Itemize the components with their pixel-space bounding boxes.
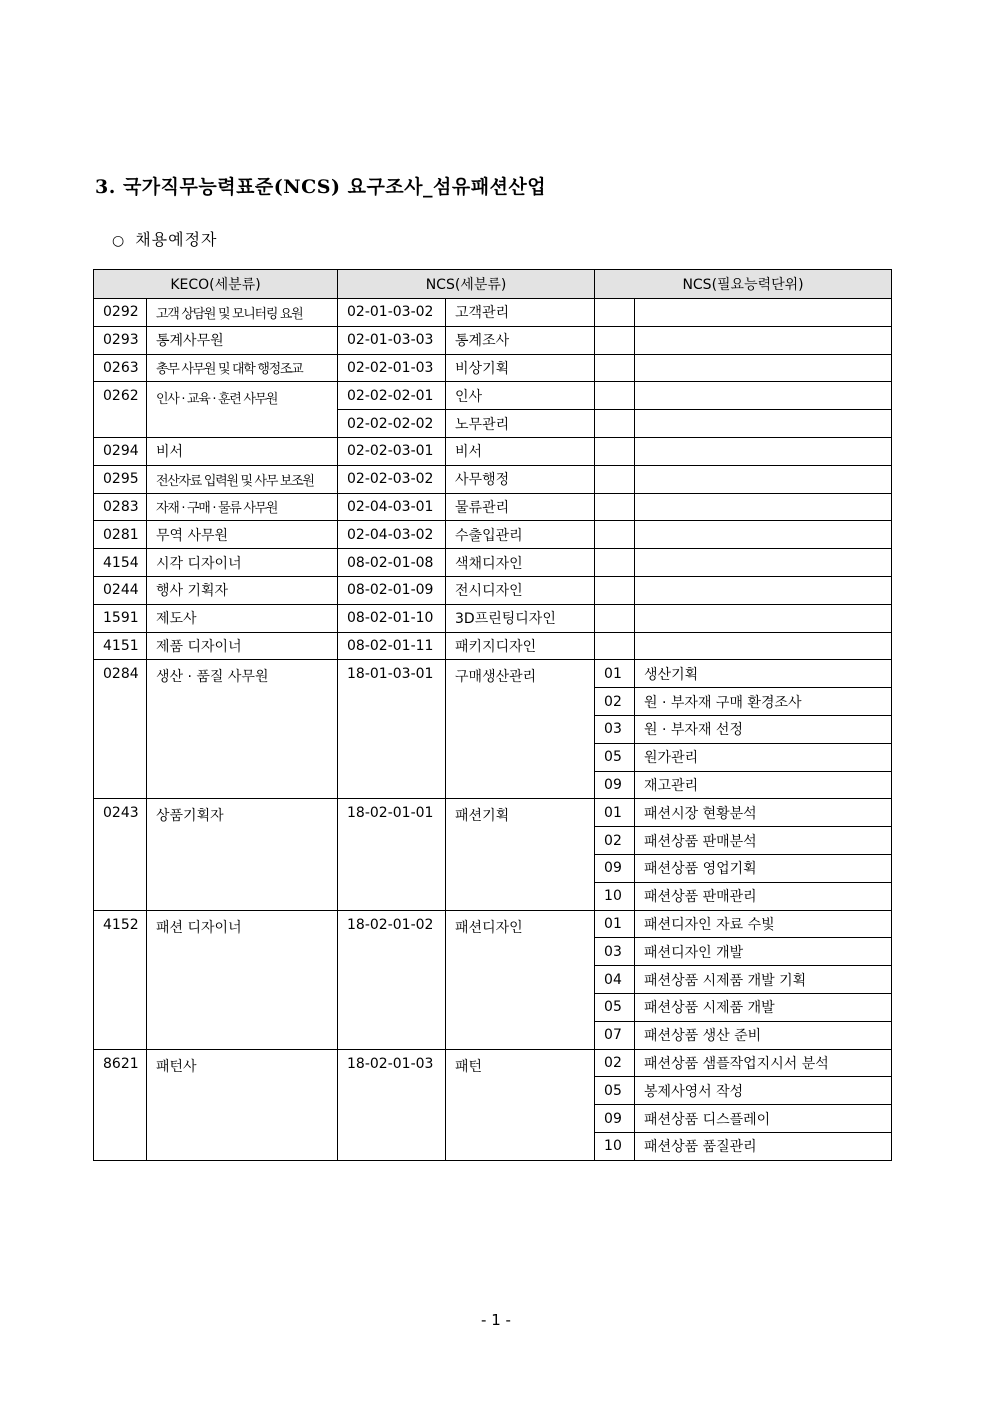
keco-code-cell: 0294 xyxy=(94,437,147,465)
unit-name-cell xyxy=(635,382,892,410)
unit-num-cell xyxy=(595,354,635,382)
keco-name-cell: 자재 · 구매 · 물류 사무원 xyxy=(147,493,338,521)
keco-name-cell: 총무 사무원 및 대학 행정조교 xyxy=(147,354,338,382)
table-row xyxy=(94,1049,892,1077)
unit-num-cell: 03 xyxy=(595,715,635,743)
unit-num-cell: 01 xyxy=(595,799,635,827)
ncs-name-cell: 패턴 xyxy=(446,1049,595,1160)
unit-name-cell: 패션상품 시제품 개발 기획 xyxy=(635,966,892,994)
ncs-code-cell: 08-02-01-08 xyxy=(338,549,446,577)
unit-name-cell xyxy=(635,632,892,660)
unit-name-cell xyxy=(635,437,892,465)
table-row xyxy=(94,549,892,577)
unit-num-cell xyxy=(595,549,635,577)
table-row xyxy=(94,465,892,493)
unit-name-cell xyxy=(635,354,892,382)
ncs-code-cell: 08-02-01-09 xyxy=(338,576,446,604)
unit-name-cell xyxy=(635,493,892,521)
table-body xyxy=(94,299,892,1161)
keco-code-cell: 0292 xyxy=(94,299,147,327)
unit-num-cell: 09 xyxy=(595,1105,635,1133)
keco-code-cell: 0283 xyxy=(94,493,147,521)
unit-num-cell: 04 xyxy=(595,966,635,994)
ncs-code-cell: 02-04-03-01 xyxy=(338,493,446,521)
unit-name-cell xyxy=(635,604,892,632)
unit-name-cell: 패션상품 품질관리 xyxy=(635,1132,892,1160)
table-row xyxy=(94,382,892,410)
keco-code-cell: 4151 xyxy=(94,632,147,660)
unit-num-cell: 07 xyxy=(595,1021,635,1049)
keco-code-cell: 0281 xyxy=(94,521,147,549)
keco-code-cell: 1591 xyxy=(94,604,147,632)
table-row xyxy=(94,521,892,549)
unit-name-cell: 패션상품 판매관리 xyxy=(635,882,892,910)
unit-num-cell xyxy=(595,493,635,521)
ncs-code-cell: 02-04-03-02 xyxy=(338,521,446,549)
keco-name-cell: 전산자료 입력원 및 사무 보조원 xyxy=(147,465,338,493)
ncs-code-cell: 18-02-01-02 xyxy=(338,910,446,1049)
keco-name-cell: 제품 디자이너 xyxy=(147,632,338,660)
keco-name-cell: 패턴사 xyxy=(147,1049,338,1160)
keco-code-cell: 0284 xyxy=(94,660,147,799)
unit-name-cell: 패션상품 시제품 개발 xyxy=(635,993,892,1021)
ncs-code-cell: 08-02-01-10 xyxy=(338,604,446,632)
unit-num-cell: 10 xyxy=(595,882,635,910)
table-row xyxy=(94,493,892,521)
keco-code-cell: 8621 xyxy=(94,1049,147,1160)
ncs-table xyxy=(93,269,892,1161)
table-row xyxy=(94,354,892,382)
unit-name-cell: 원가관리 xyxy=(635,743,892,771)
keco-code-cell: 0263 xyxy=(94,354,147,382)
unit-num-cell xyxy=(595,576,635,604)
unit-num-cell xyxy=(595,521,635,549)
unit-name-cell: 패션디자인 개발 xyxy=(635,938,892,966)
unit-num-cell: 05 xyxy=(595,743,635,771)
table-row xyxy=(94,576,892,604)
ncs-name-cell: 색채디자인 xyxy=(446,549,595,577)
ncs-name-cell: 사무행정 xyxy=(446,465,595,493)
unit-name-cell: 원 · 부자재 구매 환경조사 xyxy=(635,688,892,716)
ncs-code-cell: 02-01-03-02 xyxy=(338,299,446,327)
ncs-code-cell: 02-01-03-03 xyxy=(338,326,446,354)
unit-name-cell xyxy=(635,576,892,604)
unit-name-cell: 패션상품 판매분석 xyxy=(635,827,892,855)
unit-name-cell: 재고관리 xyxy=(635,771,892,799)
keco-name-cell: 생산 · 품질 사무원 xyxy=(147,660,338,799)
unit-num-cell xyxy=(595,410,635,438)
table-row xyxy=(94,660,892,688)
ncs-name-cell: 인사 xyxy=(446,382,595,410)
ncs-code-cell: 02-02-01-03 xyxy=(338,354,446,382)
unit-num-cell xyxy=(595,382,635,410)
unit-name-cell: 패션상품 디스플레이 xyxy=(635,1105,892,1133)
unit-name-cell xyxy=(635,549,892,577)
table-row xyxy=(94,910,892,938)
table-row xyxy=(94,437,892,465)
unit-name-cell: 봉제사영서 작성 xyxy=(635,1077,892,1105)
unit-num-cell: 09 xyxy=(595,771,635,799)
ncs-name-cell: 물류관리 xyxy=(446,493,595,521)
unit-name-cell: 생산기획 xyxy=(635,660,892,688)
unit-num-cell xyxy=(595,604,635,632)
ncs-name-cell: 전시디자인 xyxy=(446,576,595,604)
keco-code-cell: 4152 xyxy=(94,910,147,1049)
page-number: - 1 - xyxy=(481,1311,511,1329)
ncs-name-cell: 수출입관리 xyxy=(446,521,595,549)
unit-num-cell: 09 xyxy=(595,854,635,882)
ncs-name-cell: 비상기획 xyxy=(446,354,595,382)
ncs-name-cell: 패션디자인 xyxy=(446,910,595,1049)
ncs-code-cell: 18-01-03-01 xyxy=(338,660,446,799)
unit-num-cell xyxy=(595,632,635,660)
keco-name-cell: 비서 xyxy=(147,437,338,465)
table-row xyxy=(94,799,892,827)
header-ncs-units: NCS(필요능력단위) xyxy=(595,270,892,299)
ncs-code-cell: 02-02-03-02 xyxy=(338,465,446,493)
ncs-name-cell: 비서 xyxy=(446,437,595,465)
keco-name-cell: 시각 디자이너 xyxy=(147,549,338,577)
unit-name-cell xyxy=(635,326,892,354)
keco-code-cell: 0295 xyxy=(94,465,147,493)
header-keco: KECO(세분류) xyxy=(94,270,338,299)
ncs-code-cell: 02-02-02-01 xyxy=(338,382,446,410)
unit-num-cell: 03 xyxy=(595,938,635,966)
keco-name-cell: 인사 · 교육 · 훈련 사무원 xyxy=(147,382,338,438)
keco-name-cell: 통계사무원 xyxy=(147,326,338,354)
ncs-code-cell: 18-02-01-01 xyxy=(338,799,446,910)
unit-num-cell xyxy=(595,465,635,493)
page-title: 3. 국가직무능력표준(NCS) 요구조사_섬유패션산업 xyxy=(95,176,547,198)
ncs-code-cell: 02-02-02-02 xyxy=(338,410,446,438)
unit-num-cell: 02 xyxy=(595,1049,635,1077)
unit-num-cell xyxy=(595,299,635,327)
keco-name-cell: 무역 사무원 xyxy=(147,521,338,549)
ncs-code-cell: 02-02-03-01 xyxy=(338,437,446,465)
unit-name-cell xyxy=(635,299,892,327)
keco-code-cell: 0293 xyxy=(94,326,147,354)
keco-name-cell: 상품기획자 xyxy=(147,799,338,910)
unit-num-cell: 05 xyxy=(595,1077,635,1105)
unit-num-cell: 02 xyxy=(595,688,635,716)
subtitle-text: 채용예정자 xyxy=(135,230,218,249)
keco-name-cell: 제도사 xyxy=(147,604,338,632)
unit-num-cell: 10 xyxy=(595,1132,635,1160)
unit-name-cell: 패션시장 현황분석 xyxy=(635,799,892,827)
table-row xyxy=(94,604,892,632)
ncs-name-cell: 패키지디자인 xyxy=(446,632,595,660)
unit-name-cell xyxy=(635,465,892,493)
ncs-name-cell: 고객관리 xyxy=(446,299,595,327)
table-row xyxy=(94,326,892,354)
unit-name-cell: 패션디자인 자료 수빛 xyxy=(635,910,892,938)
unit-num-cell: 02 xyxy=(595,827,635,855)
table-row xyxy=(94,632,892,660)
keco-name-cell: 행사 기획자 xyxy=(147,576,338,604)
keco-name-cell: 고객 상담원 및 모니터링 요원 xyxy=(147,299,338,327)
unit-num-cell xyxy=(595,326,635,354)
ncs-code-cell: 08-02-01-11 xyxy=(338,632,446,660)
unit-name-cell xyxy=(635,410,892,438)
ncs-name-cell: 통계조사 xyxy=(446,326,595,354)
keco-code-cell: 0244 xyxy=(94,576,147,604)
keco-code-cell: 4154 xyxy=(94,549,147,577)
ncs-code-cell: 18-02-01-03 xyxy=(338,1049,446,1160)
unit-num-cell xyxy=(595,437,635,465)
keco-code-cell: 0262 xyxy=(94,382,147,438)
unit-name-cell: 패션상품 샘플작업지시서 분석 xyxy=(635,1049,892,1077)
ncs-name-cell: 패션기획 xyxy=(446,799,595,910)
unit-name-cell: 원 · 부자재 선정 xyxy=(635,715,892,743)
header-ncs-subcategory: NCS(세분류) xyxy=(338,270,595,299)
section-subtitle xyxy=(112,227,218,250)
keco-code-cell: 0243 xyxy=(94,799,147,910)
ncs-name-cell: 3D프린팅디자인 xyxy=(446,604,595,632)
table-row xyxy=(94,299,892,327)
ncs-name-cell: 구매생산관리 xyxy=(446,660,595,799)
unit-num-cell: 01 xyxy=(595,660,635,688)
unit-name-cell: 패션상품 생산 준비 xyxy=(635,1021,892,1049)
table-header-row xyxy=(94,270,892,299)
circle-bullet-icon: ○ xyxy=(112,233,126,249)
unit-num-cell: 05 xyxy=(595,993,635,1021)
keco-name-cell: 패션 디자이너 xyxy=(147,910,338,1049)
unit-num-cell: 01 xyxy=(595,910,635,938)
ncs-name-cell: 노무관리 xyxy=(446,410,595,438)
unit-name-cell xyxy=(635,521,892,549)
unit-name-cell: 패션상품 영업기획 xyxy=(635,854,892,882)
